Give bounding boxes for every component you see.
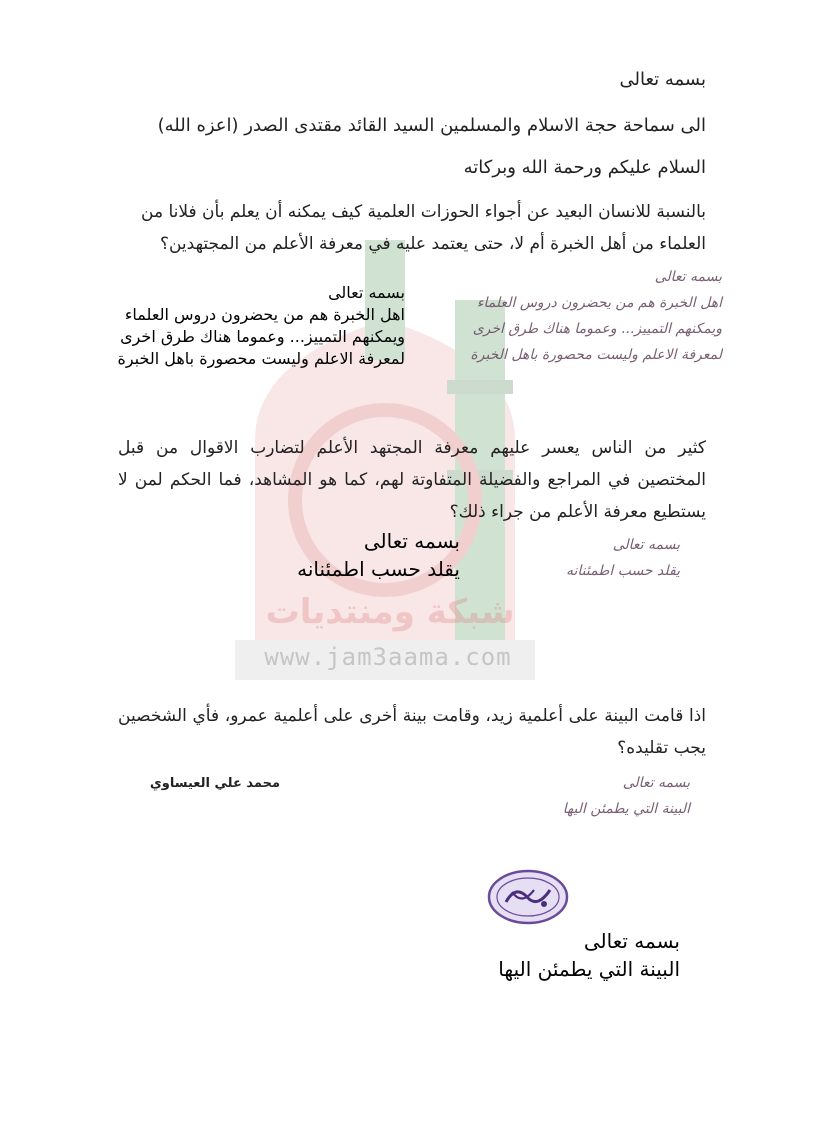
typed-answer-line: بسمه تعالى bbox=[328, 283, 405, 302]
watermark-arabic-text: شبكة ومنتديات bbox=[265, 592, 515, 632]
question-2-handwritten-answer bbox=[510, 532, 680, 584]
typed-answer-line: ويمكنهم التمييز... وعموما هناك طرق اخرى bbox=[120, 327, 405, 346]
basmala-header: بسمه تعالى bbox=[619, 69, 706, 90]
question-2-text: كثير من الناس يعسر عليهم معرفة المجتهد الأعلم لتضارب الاقوال من قبل المختصين في المراجع والفضيلة المتفاوتة لهم، كما هو المشاهد، فما الحكم لمن لا يستطيع معرفة الأعلم من جراء ذلك؟ bbox=[118, 438, 706, 522]
watermark-site-url: www.jam3aama.com bbox=[264, 643, 512, 671]
handwritten-line: لمعرفة الاعلم وليست محصورة باهل الخبرة bbox=[470, 347, 722, 363]
typed-answer-line: بسمه تعالى bbox=[583, 929, 680, 953]
question-2-typed-answer bbox=[225, 527, 460, 583]
handwritten-line: اهل الخبرة هم من يحضرون دروس العلماء bbox=[476, 295, 722, 311]
question-3-text: اذا قامت البينة على أعلمية زيد، وقامت بينة أخرى على أعلمية عمرو، فأي الشخصين يجب تقليده؟ bbox=[118, 706, 706, 758]
handwritten-line: ويمكنهم التمييز... وعموما هناك طرق اخرى bbox=[472, 321, 722, 337]
greeting-line: السلام عليكم ورحمة الله وبركاته bbox=[463, 157, 706, 178]
typed-answer-line: يقلد حسب اطمئنانه bbox=[297, 557, 460, 581]
typed-answer-line: بسمه تعالى bbox=[363, 529, 460, 553]
handwritten-line: بسمه تعالى bbox=[622, 775, 690, 791]
question-1-handwritten-answer bbox=[432, 264, 722, 368]
handwritten-line: بسمه تعالى bbox=[654, 269, 722, 285]
typed-answer-line: لمعرفة الاعلم وليست محصورة باهل الخبرة bbox=[117, 349, 405, 368]
question-3-typed-answer bbox=[430, 927, 680, 983]
handwritten-line: بسمه تعالى bbox=[612, 537, 680, 553]
typed-answer-line: اهل الخبرة هم من يحضرون دروس العلماء bbox=[124, 305, 405, 324]
addressee-line: الى سماحة حجة الاسلام والمسلمين السيد القائد مقتدى الصدر (اعزه الله) bbox=[157, 115, 706, 136]
typed-answer-line: البينة التي يطمئن اليها bbox=[498, 957, 680, 981]
signature-name: محمد علي العيساوي bbox=[149, 776, 280, 791]
question-1-text: بالنسبة للانسان البعيد عن أجواء الحوزات العلمية كيف يمكنه أن يعلم بأن فلانا من العلماء من أهل الخبرة أم لا، حتى يعتمد عليه في معرفة الأعلم من المجتهدين؟ bbox=[141, 202, 706, 254]
official-seal-stamp-icon bbox=[486, 868, 570, 926]
handwritten-line: يقلد حسب اطمئنانه bbox=[566, 563, 680, 579]
handwritten-line: البينة التي يطمئن اليها bbox=[562, 801, 690, 817]
question-3-handwritten-answer bbox=[520, 770, 690, 822]
question-1-typed-answer bbox=[117, 282, 405, 370]
